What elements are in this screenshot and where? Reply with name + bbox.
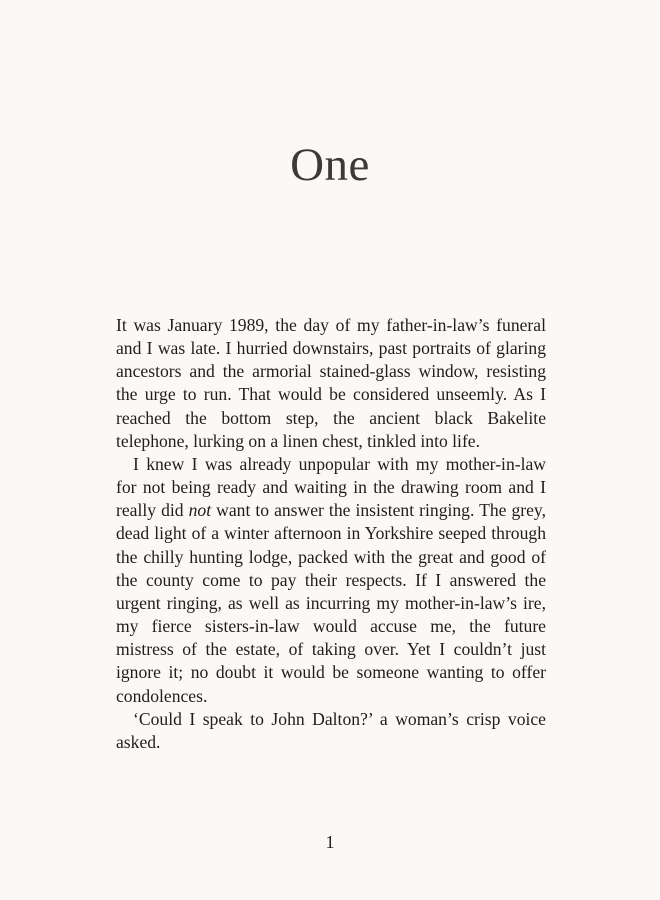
chapter-body: [116, 314, 546, 754]
chapter-title: One: [290, 139, 370, 191]
paragraph-2-text-end: want to answer the insistent ringing. The grey, dead light of a winter afternoon in Yorkshire seeped through the chilly hunting lodge, packed with the great and good of the county come to pay their respects. If I answered the urgent ringing, as well as incurring my mother-in-law’s ire, my fierce sisters-in-law would accuse me, the future mistress of the estate, of taking over. Yet I couldn’t just ignore it; no doubt it would be someone wanting to offer condolences.: [116, 500, 546, 706]
page-number: 1: [325, 832, 335, 852]
emphasis-not: not: [188, 500, 212, 521]
paragraph-1: [116, 314, 546, 453]
paragraph-2-text-start: I knew I was already unpopular with my mother-in-law for not being ready and waiting in the drawing room and I really did: [116, 453, 546, 521]
paragraph-3: [116, 708, 546, 754]
paragraph-2: [116, 453, 546, 708]
paragraph-1-text: It was January 1989, the day of my father-in-law’s funeral and I was late. I hurried downstairs, past portraits of glaring ancestors and the armorial stained-glass window, resisting the urge to run. That would be considered unseemly. As I reached the bottom step, the ancient black Bakelite telephone, lurking on a linen chest, tinkled into life.: [116, 315, 546, 451]
paragraph-3-text: ‘Could I speak to John Dalton?’ a woman’s crisp voice asked.: [116, 708, 546, 752]
